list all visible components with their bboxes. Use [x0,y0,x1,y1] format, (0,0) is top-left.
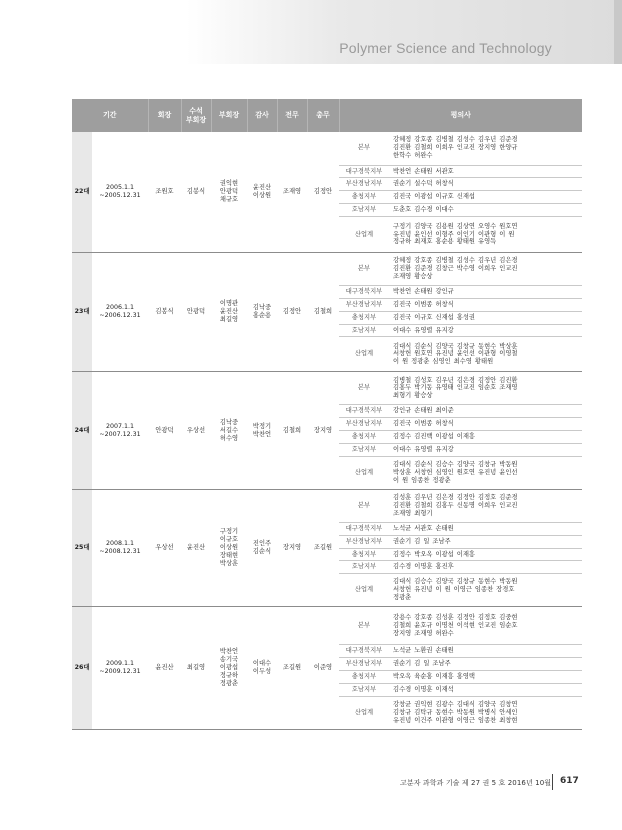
council-branch-label: 대구경북지부 [339,405,389,418]
council-branch-label: 대구경북지부 [339,522,389,535]
table-row [72,372,582,405]
council-branch-label: 충청지부 [339,311,389,324]
council-member-names: 김수경 이명훈 홍진후 [389,561,582,574]
term-generation: 22대 [72,132,92,252]
council-member-names: 권순기 김 일 조남주 [389,535,582,548]
council-branch-label: 대구경북지부 [339,645,389,658]
council-branch-label: 충청지부 [339,191,389,204]
table-row [72,607,582,645]
term-vice-presidents: 권익현 안광덕 채규호 [211,132,247,252]
council-branch-label: 산업계 [339,456,389,489]
council-branch-label: 호남지부 [339,204,389,217]
term-senior-vp: 우상선 [181,372,211,489]
council-member-names: 김진국 이범종 허창식 [389,418,582,431]
term-secretary: 김정안 [307,132,339,252]
term-secretary: 조길원 [307,489,339,606]
col-header-director: 전무 [277,99,307,132]
council-member-names: 김병철 김성호 김우년 김은경 김정안 김진환 김홍두 박기동 유영태 인교진 임순호 조재영 최형기 황승상 [389,372,582,405]
term-chair: 김봉식 [148,252,181,371]
council-member-names: 김진국 이광섭 이규호 신재섭 [389,191,582,204]
council-member-names: 권순기 설수덕 허창식 [389,178,582,191]
footer-journal-info: 고분자 과학과 기술 제 27 권 5 호 2016년 10월 [400,779,552,787]
council-branch-label: 대구경북지부 [339,285,389,298]
council-member-names: 강용수 강호종 김성훈 김정안 김정호 김중현 김철희 윤호규 이명천 이석현 인교진 임순호 장지영 조재영 허완수 [389,607,582,645]
council-branch-label: 본부 [339,607,389,645]
term-auditors: 윤진산 이상원 [247,132,277,252]
council-branch-label: 충청지부 [339,431,389,444]
council-branch-label: 산업계 [339,574,389,607]
term-generation: 24대 [72,372,92,489]
table-header-row [72,99,582,132]
term-chair: 안광덕 [148,372,181,489]
term-director: 김철희 [277,372,307,489]
council-branch-label: 본부 [339,132,389,165]
term-generation: 23대 [72,252,92,371]
council-member-names: 김대식 김승수 김양국 김창규 동현수 박동원 서창헌 유진녕 이 원 이영근 임종찬 장경호 정광춘 [389,574,582,607]
term-period: 2006.1.1 ~2006.12.31 [92,252,148,371]
page-footer [400,776,579,788]
council-branch-label: 본부 [339,489,389,522]
council-branch-label: 부산경남지부 [339,535,389,548]
term-generation: 26대 [72,607,92,729]
term-vice-presidents: 박찬언 송기국 이광섭 정규하 정광춘 [211,607,247,729]
col-header-period: 기간 [72,99,148,132]
term-auditors: 박정기 박찬언 [247,372,277,489]
term-director: 김정안 [277,252,307,371]
council-member-names: 이대수 유영렬 유지강 [389,324,582,337]
council-branch-label: 호남지부 [339,324,389,337]
council-member-names: 노석균 노환권 손태원 [389,645,582,658]
council-branch-label: 산업계 [339,696,389,729]
term-director: 장지영 [277,489,307,606]
page-number: 617 [560,776,579,786]
col-header-secretary: 총무 [307,99,339,132]
term-chair: 조원호 [148,132,181,252]
council-member-names: 권순기 김 일 조남주 [389,658,582,671]
term-generation: 25대 [72,489,92,606]
table-row [72,252,582,285]
council-branch-label: 대구경북지부 [339,165,389,178]
term-vice-presidents: 이명관 윤진산 최길영 [211,252,247,371]
council-branch-label: 본부 [339,372,389,405]
term-auditors: 김낙중 홍순용 [247,252,277,371]
council-member-names: 강혜정 강호종 김병철 김성수 김우년 김은경 김진환 김준경 김창근 박수영 이희우 인교진 조재영 황승상 [389,252,582,285]
council-member-names: 강혜정 강호종 김병철 김성수 김우년 김준경 김진환 김철희 이희우 인교진 장지영 한양규 한학수 허완수 [389,132,582,165]
term-secretary: 이준영 [307,607,339,729]
footer-separator [552,774,553,790]
col-header-council: 평의사 [339,99,582,132]
council-member-names: 김대식 김순식 김승수 김양국 김창규 박동원 박상훈 서창헌 심영인 원호연 유진녕 윤인선 이 원 임종찬 정광춘 [389,456,582,489]
council-member-names: 박찬언 손태원 강인규 [389,285,582,298]
term-auditors: 진인주 김순식 [247,489,277,606]
term-senior-vp: 윤진산 [181,489,211,606]
council-member-names: 도춘호 김수경 이대수 [389,204,582,217]
council-member-names: 김정수 박오옥 이광섭 이재흥 [389,548,582,561]
term-secretary: 김철희 [307,252,339,371]
council-member-names: 김대식 김순식 김양국 김창규 동현수 박상훈 서창헌 원호연 유진녕 윤인선 이관형 이영철 이 원 정광춘 심영인 최수영 황태원 [389,337,582,372]
council-branch-label: 본부 [339,252,389,285]
banner-tab [614,0,622,64]
term-senior-vp: 김봉식 [181,132,211,252]
term-secretary: 장지영 [307,372,339,489]
col-header-chair: 회장 [148,99,181,132]
term-chair: 윤진산 [148,607,181,729]
council-member-names: 노석균 서관호 손태원 [389,522,582,535]
table-row [72,132,582,165]
term-senior-vp: 최길영 [181,607,211,729]
council-branch-label: 충청지부 [339,670,389,683]
council-branch-label: 충청지부 [339,548,389,561]
term-director: 조재영 [277,132,307,252]
term-vice-presidents: 김낙중 서길수 허수영 [211,372,247,489]
term-period: 2008.1.1 ~2008.12.31 [92,489,148,606]
council-member-names: 김정수 김진백 이광섭 이재흥 [389,431,582,444]
council-branch-label: 호남지부 [339,561,389,574]
council-member-names: 박찬언 손태원 서관호 [389,165,582,178]
term-auditors: 이대수 이두성 [247,607,277,729]
council-branch-label: 부산경남지부 [339,658,389,671]
table-row [72,489,582,522]
council-branch-label: 호남지부 [339,683,389,696]
council-member-names: 강인규 손태원 최이준 [389,405,582,418]
council-member-names: 김수경 이명훈 이재석 [389,683,582,696]
col-header-auditor: 감사 [247,99,277,132]
council-member-names: 이대수 유영렬 유지강 [389,443,582,456]
council-member-names: 강창균 권익현 김광수 김대식 김양국 김창연 김창규 김탁규 동현수 박동원 박병식 안세인 유진녕 이건주 이관형 이영근 임종찬 최창현 [389,696,582,729]
council-member-names: 김진국 이범종 허창식 [389,298,582,311]
council-branch-label: 부산경남지부 [339,298,389,311]
term-period: 2005.1.1 ~2005.12.31 [92,132,148,252]
council-member-names: 구정기 김양국 김용원 김상연 오영수 원호연 유진녕 윤인선 이형주 이인기 이관형 이 원 정규하 최재호 홍순용 황태원 유영득 [389,216,582,252]
council-branch-label: 산업계 [339,337,389,372]
council-branch-label: 산업계 [339,216,389,252]
term-vice-presidents: 구정기 이규호 이상원 장태현 박상훈 [211,489,247,606]
journal-title: Polymer Science and Technology [339,40,552,56]
council-member-names: 김성훈 김우년 김은경 김정안 김정호 김준경 김진환 김철희 김홍두 신동명 이희우 인교진 조재영 최형기 [389,489,582,522]
council-member-names: 박오옥 육순홍 이재흥 홍영택 [389,670,582,683]
term-period: 2009.1.1 ~2009.12.31 [92,607,148,729]
col-header-vp: 부회장 [211,99,247,132]
council-branch-label: 호남지부 [339,443,389,456]
term-director: 조길원 [277,607,307,729]
council-branch-label: 부산경남지부 [339,418,389,431]
council-member-names: 김진국 이규호 신재섭 홍성권 [389,311,582,324]
journal-banner [186,0,622,64]
term-period: 2007.1.1 ~2007.12.31 [92,372,148,489]
council-branch-label: 부산경남지부 [339,178,389,191]
term-chair: 우상선 [148,489,181,606]
officers-table [72,99,582,730]
col-header-senior-vp: 수석 부회장 [181,99,211,132]
term-senior-vp: 안광덕 [181,252,211,371]
